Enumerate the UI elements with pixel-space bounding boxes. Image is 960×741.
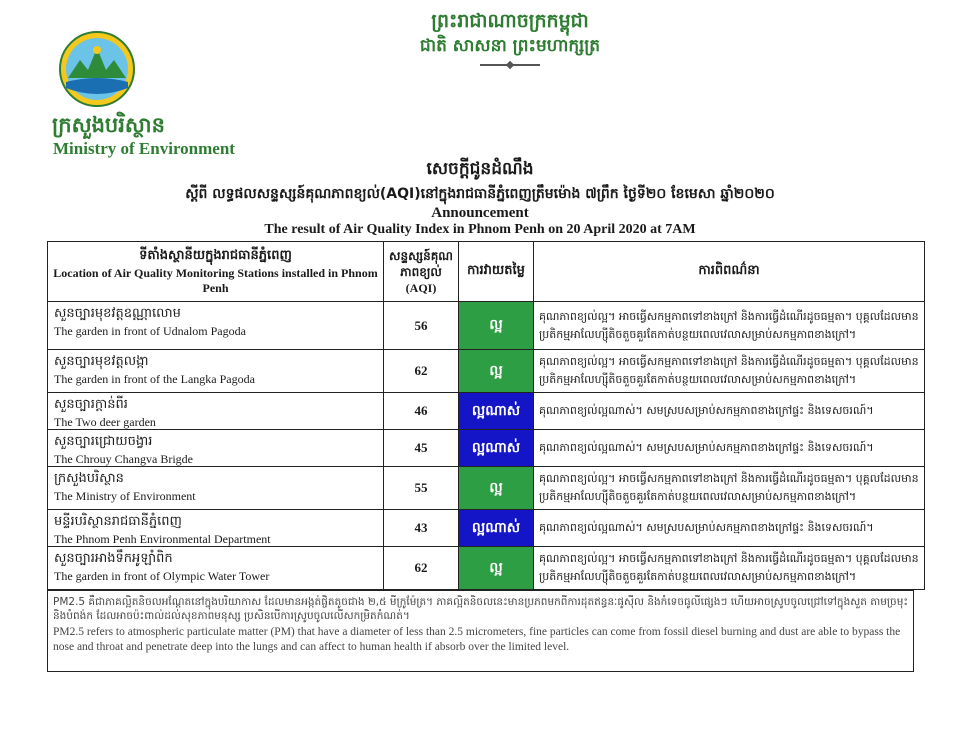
- aqi-value: 55: [384, 467, 459, 510]
- station-name-kh: សួនច្បារមុខវត្តឧណ្ណាលោម: [54, 306, 181, 321]
- aqi-description: គុណភាពខ្យល់ល្អណាស់។ សមស្របសម្រាប់សកម្មភាពខាងក្រៅផ្ទះ និងទេសចរណ៍។: [534, 430, 925, 467]
- footnote-en: PM2.5 refers to atmospheric particulate matter (PM) that have a diameter of less than 2.5 micrometers, fine particles can come from fossil diesel burning and dust are able to bypass the nose and throat and penetrate deep into the lungs and can affect to human health if absorb over the limited level.: [53, 626, 901, 653]
- header-location-kh: ទីតាំងស្ថានីយក្នុងរាជធានីភ្នំពេញ: [139, 248, 292, 263]
- table-row: [48, 467, 925, 510]
- table-row: [48, 430, 925, 467]
- header-aqi-kh: សន្ទស្សន៍គុណភាពខ្យល់: [389, 248, 453, 279]
- header-aqi-en: (AQI): [405, 280, 437, 295]
- table-row: [48, 350, 925, 393]
- aqi-category-badge: ល្អណាស់: [459, 393, 534, 430]
- ministry-name-kh: ក្រសួងបរិស្ថាន: [52, 113, 165, 137]
- aqi-description: គុណភាពខ្យល់ល្អ។ អាចធ្វើសកម្មភាពទៅខាងក្រៅ និងការធ្វើដំណើរដូចធម្មតា។ បុគ្គលដែលមានប្រតិកម្មអាលែហ្ស៊ីតិចតួចគួរតែកាត់បន្ថយពេលវេលាសម្រាប់សកម្មភាពខាងក្រៅ។: [534, 547, 925, 590]
- aqi-value: 46: [384, 393, 459, 430]
- aqi-category-badge: ល្អណាស់: [459, 510, 534, 547]
- aqi-category-badge: ល្អ: [459, 302, 534, 350]
- aqi-description: គុណភាពខ្យល់ល្អណាស់។ សមស្របសម្រាប់សកម្មភាពខាងក្រៅផ្ទះ និងទេសចរណ៍។: [534, 393, 925, 430]
- table-row: [48, 510, 925, 547]
- station-name-en: The garden in front of Olympic Water Tower: [54, 569, 270, 583]
- aqi-value: 62: [384, 547, 459, 590]
- kingdom-motto: ជាតិ សាសនា ព្រះមហាក្សត្រ: [419, 36, 601, 56]
- station-location-cell: [48, 547, 384, 590]
- station-name-en: The Two deer garden: [54, 415, 156, 429]
- aqi-description: គុណភាពខ្យល់ល្អណាស់។ សមស្របសម្រាប់សកម្មភាពខាងក្រៅផ្ទះ និងទេសចរណ៍។: [534, 510, 925, 547]
- station-location-cell: [48, 510, 384, 547]
- station-name-en: The Ministry of Environment: [54, 489, 196, 503]
- station-name-en: The garden in front of the Langka Pagoda: [54, 372, 255, 386]
- station-location-cell: [48, 350, 384, 393]
- announcement-title: Announcement: [431, 205, 529, 221]
- station-name-en: The garden in front of Udnalom Pagoda: [54, 324, 246, 338]
- station-name-kh: សួនច្បារអាងទឹកអូឡាំពិក: [54, 551, 173, 566]
- station-location-cell: [48, 302, 384, 350]
- pm25-footnote: [47, 590, 914, 672]
- kingdom-title: ព្រះរាជាណាចក្រកម្ពុជា: [431, 10, 589, 32]
- station-location-cell: [48, 430, 384, 467]
- ornament-divider: [480, 64, 540, 66]
- aqi-value: 45: [384, 430, 459, 467]
- aqi-category-badge: ល្អ: [459, 350, 534, 393]
- ministry-logo-icon: [58, 30, 136, 108]
- notice-title-kh: សេចក្តីជូនដំណឹង: [426, 159, 534, 179]
- aqi-description: គុណភាពខ្យល់ល្អ។ អាចធ្វើសកម្មភាពទៅខាងក្រៅ និងការធ្វើដំណើរដូចធម្មតា។ បុគ្គលដែលមានប្រតិកម្មអាលែហ្ស៊ីតិចតួចគួរតែកាត់បន្ថយពេលវេលាសម្រាប់សកម្មភាពខាងក្រៅ។: [534, 467, 925, 510]
- aqi-category-badge: ល្អ: [459, 467, 534, 510]
- aqi-table: [47, 241, 925, 590]
- table-row: [48, 547, 925, 590]
- notice-subject-kh: ស្តីពី លទ្ធផលសន្ទស្សន៍គុណភាពខ្យល់(AQI)នៅក្នុងរាជធានីភ្នំពេញត្រឹមម៉ោង ៧ព្រឹក ថ្ងៃទី២០ ខែមេសា ឆ្នាំ២០២០: [185, 186, 775, 202]
- aqi-description: គុណភាពខ្យល់ល្អ។ អាចធ្វើសកម្មភាពទៅខាងក្រៅ និងការធ្វើដំណើរដូចធម្មតា។ បុគ្គលដែលមានប្រតិកម្មអាលែហ្ស៊ីតិចតួចគួរតែកាត់បន្ថយពេលវេលាសម្រាប់សកម្មភាពខាងក្រៅ។: [534, 350, 925, 393]
- station-name-en: The Chrouy Changva Brigde: [54, 452, 193, 466]
- station-name-kh: សួនច្បារមុខវត្តលង្កា: [54, 354, 149, 369]
- header-location-en: Location of Air Quality Monitoring Stations installed in Phnom Penh: [53, 266, 378, 295]
- header-evaluation: ការវាយតម្លៃ: [459, 242, 534, 302]
- header-location: [48, 242, 384, 302]
- station-name-kh: សួនច្បារជ្រោយចង្វារ: [54, 434, 153, 449]
- station-name-kh: ក្រសួងបរិស្ថាន: [54, 471, 124, 486]
- aqi-category-badge: ល្អណាស់: [459, 430, 534, 467]
- aqi-category-badge: ល្អ: [459, 547, 534, 590]
- aqi-value: 56: [384, 302, 459, 350]
- station-location-cell: [48, 393, 384, 430]
- header-effect: ការពិពណ៌នា: [534, 242, 925, 302]
- station-name-kh: មន្ទីរបរិស្ថានរាជធានីភ្នំពេញ: [54, 514, 182, 529]
- footnote-kh: PM2.5 គឺជាភាគល្អិតនិចលអណ្តែតនៅក្នុងបរិយាកាស ដែលមានអង្កត់ផ្ចិតតូចជាង ២,៥ មីក្រូម៉ែត្រ។ ភាគល្អិតនិចលនេះមានប្រភពមកពីការដុតឥន្ធនៈផូស៊ីល និងកំទេចធូលីផ្សេងៗ ហើយអាចស្រូបចូលជ្រៅទៅក្នុងសួត តាមច្រមុះ និងបំពង់ក ដែលអាចប៉ះពាល់ដល់សុខភាពមនុស្ស ប្រសិនបើការស្រូបចូលលើសកម្រិតកំណត់។: [53, 596, 908, 622]
- table-row: [48, 302, 925, 350]
- station-name-en: The Phnom Penh Environmental Department: [54, 532, 271, 546]
- aqi-description: គុណភាពខ្យល់ល្អ។ អាចធ្វើសកម្មភាពទៅខាងក្រៅ និងការធ្វើដំណើរដូចធម្មតា។ បុគ្គលដែលមានប្រតិកម្មអាលែហ្ស៊ីតិចតួចគួរតែកាត់បន្ថយពេលវេលាសម្រាប់សកម្មភាពខាងក្រៅ។: [534, 302, 925, 350]
- announcement-subtitle: The result of Air Quality Index in Phnom Penh on 20 April 2020 at 7AM: [264, 222, 696, 237]
- table-row: [48, 393, 925, 430]
- ministry-name-en: Ministry of Environment: [53, 139, 235, 158]
- table-header-row: [48, 242, 925, 302]
- aqi-value: 62: [384, 350, 459, 393]
- kingdom-header: [300, 8, 720, 66]
- header-aqi: [384, 242, 459, 302]
- station-location-cell: [48, 467, 384, 510]
- station-name-kh: សួនច្បារក្តាន់ពីរ: [54, 397, 128, 412]
- aqi-value: 43: [384, 510, 459, 547]
